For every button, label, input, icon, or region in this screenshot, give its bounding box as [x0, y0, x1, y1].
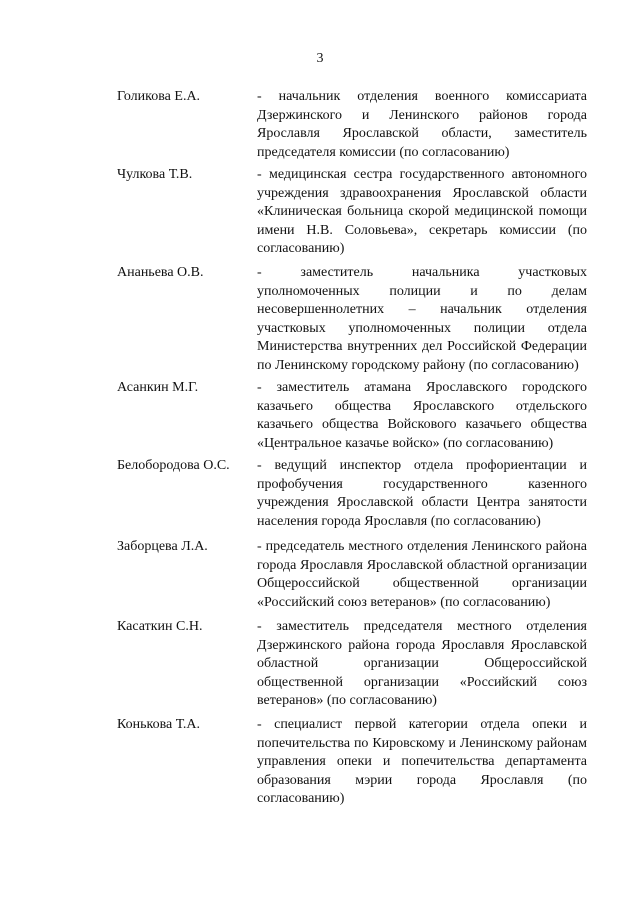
member-name: Асанкин М.Г.	[117, 380, 199, 395]
member-position: - заместитель начальника участковых уполномоченных полиции и по делам несовершеннолетних – начальник отделения участковых уполномоченных полиции отдела Министерства внутренних дел Российской Федерации по Ленинскому городскому району (по согласованию)	[257, 265, 587, 373]
member-name: Конькова Т.А.	[117, 717, 201, 732]
member-position: - заместитель председателя местного отделения Дзержинского района города Ярославля Ярославской областной организации Общероссийской общественной организации «Российский союз ветеранов» (по согласованию)	[257, 619, 587, 708]
member-name: Ананьева О.В.	[117, 265, 204, 280]
member-position: - ведущий инспектор отдела профориентации и профобучения государственного казенного учреждения Ярославской области Центра занятости населения города Ярославля (по согласованию)	[257, 458, 587, 529]
member-position: - медицинская сестра государственного автономного учреждения здравоохранения Ярославской области «Клиническая больница скорой медицинской помощи имени Н.В. Соловьева», секретарь комиссии (по согласованию)	[257, 167, 587, 256]
member-position: - заместитель атамана Ярославского городского казачьего общества Ярославского отдельского казачьего общества Войскового казачьего общества «Центральное казачье войско» (по согласованию)	[257, 380, 587, 451]
member-name: Белобородова О.С.	[117, 458, 230, 473]
member-position: - председатель местного отделения Ленинского района города Ярославля Ярославской областной организации Общероссийской общественной организации «Российский союз ветеранов» (по согласованию)	[257, 539, 587, 610]
member-name: Касаткин С.Н.	[117, 619, 203, 634]
member-name: Заборцева Л.А.	[117, 539, 208, 554]
commission-member	[117, 379, 587, 453]
commission-member	[117, 716, 587, 809]
member-name: Голикова Е.А.	[117, 89, 201, 104]
commission-member	[117, 618, 587, 711]
member-name: Чулкова Т.В.	[117, 167, 193, 182]
commission-member	[117, 538, 587, 612]
commission-member	[117, 88, 587, 162]
member-position: - специалист первой категории отдела опеки и попечительства по Кировскому и Ленинскому районам управления опеки и попечительства департамента образования мэрии города Ярославля (по согласованию)	[257, 717, 587, 806]
commission-member	[117, 457, 587, 531]
commission-member	[117, 264, 587, 375]
page-number: 3	[316, 51, 324, 66]
commission-member	[117, 166, 587, 259]
member-position: - начальник отделения военного комиссариата Дзержинского и Ленинского районов города Ярославля Ярославской области, заместитель председателя комиссии (по согласованию)	[257, 89, 587, 160]
